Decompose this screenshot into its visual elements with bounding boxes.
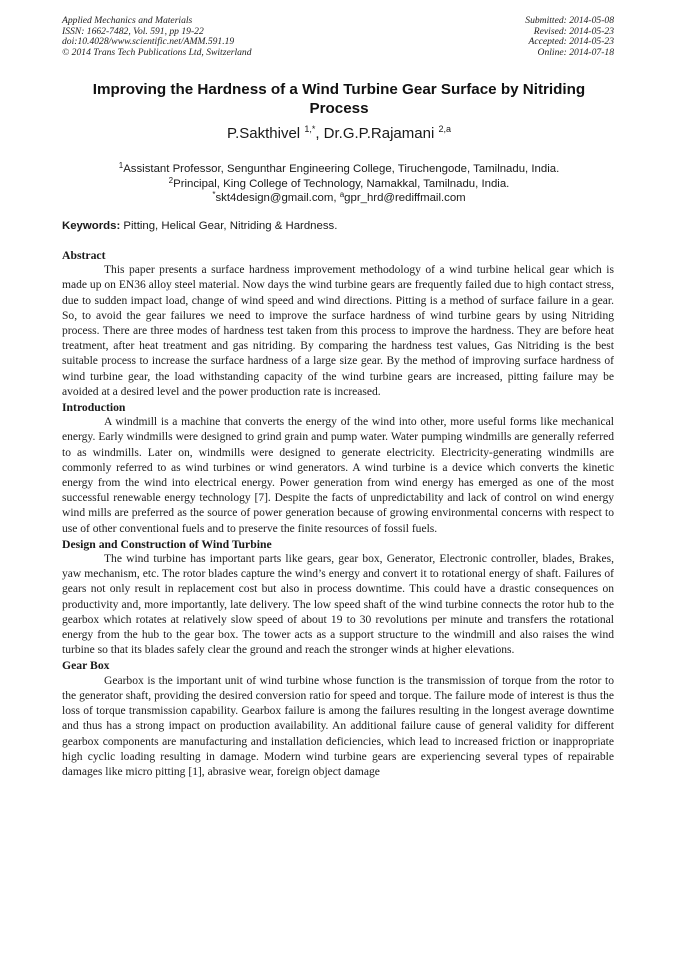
abstract-paragraph: This paper presents a surface hardness improvement methodology of a wind turbine helical gear which is made up on EN36 alloy steel material. Now days the wind turbine gears are frequently failed due to high contact stress, due to sudden impact load, change of wind speed and wind directions. Pitting is a method of surface failure in a gear. So, to avoid the gear failures we need to improve the surface hardness of wind turbine gears by using Nitriding process. There are three modes of hardness test taken from this process to improve the hardness. They are before heat treatment, after heat treatment and gas nitriding. By comparing the hardness test values, Gas Nitriding is the best suitable process to increase the surface hardness of a large size gear. By the method of improving surface hardness of wind turbine gear, the load withstanding capacity of the wind turbine gears are increased, pitting failure may be avoided at a desired level and the power production rate is increased. [62,264,614,398]
email-1: skt4design@gmail.com, [215,192,340,205]
journal-name: Applied Mechanics and Materials [62,15,193,26]
journal-header-left [62,16,252,58]
email-1-superscript: * [212,190,216,200]
online-date: Online: 2014-07-18 [537,46,614,58]
keywords-line [62,219,616,233]
author-separator: , [315,125,324,142]
doi: doi:10.4028/www.scientific.net/AMM.591.19 [62,36,235,48]
affiliation-2-superscript: 2 [168,175,174,185]
journal-header-right [525,16,614,58]
design-paragraph: The wind turbine has important parts like gears, gear box, Generator, Electronic controller, blades, Brakes, yaw mechanism, etc. The rotor blades capture the wind’s energy and convert it to rotational energy of shaft. Failures of gears not only result in replacement cost but also in process downtime. This could have a drastic consequences on productivity and, more importantly, late delivery. The low speed shaft of the wind turbine connects the rotor hub to the gearbox which rotates at relatively slow speed of about 19 to 30 revolutions per minute and transfers the rotational energy from the hub to the gear box. The tower acts as a support structure to the windmill and also raises the wind turbine so that its blades safely clear the ground and reach the stronger winds at higher elevations. [62,553,614,657]
submitted-date: Submitted: 2014-05-08 [525,15,614,26]
author-line [62,124,616,144]
email-2-superscript: a [339,190,345,200]
affiliation-1 [62,162,616,177]
issn-volume: ISSN: 1662-7482, Vol. 591, pp 19-22 [62,25,204,37]
keywords-label: Keywords: [62,220,121,232]
gearbox-paragraph: Gearbox is the important unit of wind turbine whose function is the transmission of torque from the rotor to the generator shaft, providing the desired conversion ratio for speed and torque. The failure mode of interest is thus the loss of torque transmission capability. Gearbox failure is among the failures resulting in the longest average downtime and thus has a strong impact on production availability. An additional failure cause of general validity for different gearbox components are manufacturing and installation deficiencies, which lead to increased friction or inappropriate high cyclic loading resulting in damage. Modern wind turbine gears are experiencing several types of repairable damages like micro pitting [1], abrasive wear, foreign object damage [62,674,614,778]
introduction-heading: Introduction [62,401,126,415]
author-1-name: P.Sakthivel [227,125,301,142]
keywords-text: Pitting, Helical Gear, Nitriding & Hardness. [120,220,338,232]
affiliation-2 [62,177,616,192]
paper-title: Improving the Hardness of a Wind Turbine Gear Surface by Nitriding Process [92,81,586,117]
abstract-heading: Abstract [62,249,106,262]
affiliations [62,162,616,206]
author-1-superscript: 1,* [304,124,316,134]
author-2-name: Dr.G.P.Rajamani [323,125,435,142]
affiliation-2-text: Principal, King College of Technology, Namakkal, Tamilnadu, India. [173,177,510,190]
affiliation-1-text: Assistant Professor, Sengunthar Engineering College, Tiruchengode, Tamilnadu, India. [123,163,560,175]
author-2-superscript: 2,a [438,124,451,134]
revised-date: Revised: 2014-05-23 [533,25,614,37]
affiliation-1-superscript: 1 [118,161,124,170]
gearbox-heading: Gear Box [62,659,110,673]
email-2: gpr_hrd@rediffmail.com [344,192,466,205]
introduction-paragraph: A windmill is a machine that converts the energy of the wind into other, more useful forms like mechanical energy. Early windmills were designed to grind grain and pump water. Water pumping windmills are generally referred to as windmills. Later on, windmills were designed to generate electricity. Electricity-generating windmills are commonly referred to as wind turbines or wind generators. A wind turbine is a device which converts the kinetic energy from the wind into electrical energy. Power generation from wind energy has emerged as one of the most successful renewable energy technology [7]. Despite the facts of unpredictability and lack of control on wind energy wind mills are preferred as the source of power generation because of growing environmental concerns with respect to use of other conventional fuels and to preserve the finite resources of fossil fuels. [62,416,614,535]
design-heading: Design and Construction of Wind Turbine [62,537,272,551]
copyright: © 2014 Trans Tech Publications Ltd, Switzerland [62,46,252,58]
accepted-date: Accepted: 2014-05-23 [528,36,614,48]
email-line [62,191,616,206]
paper-body [62,248,614,780]
